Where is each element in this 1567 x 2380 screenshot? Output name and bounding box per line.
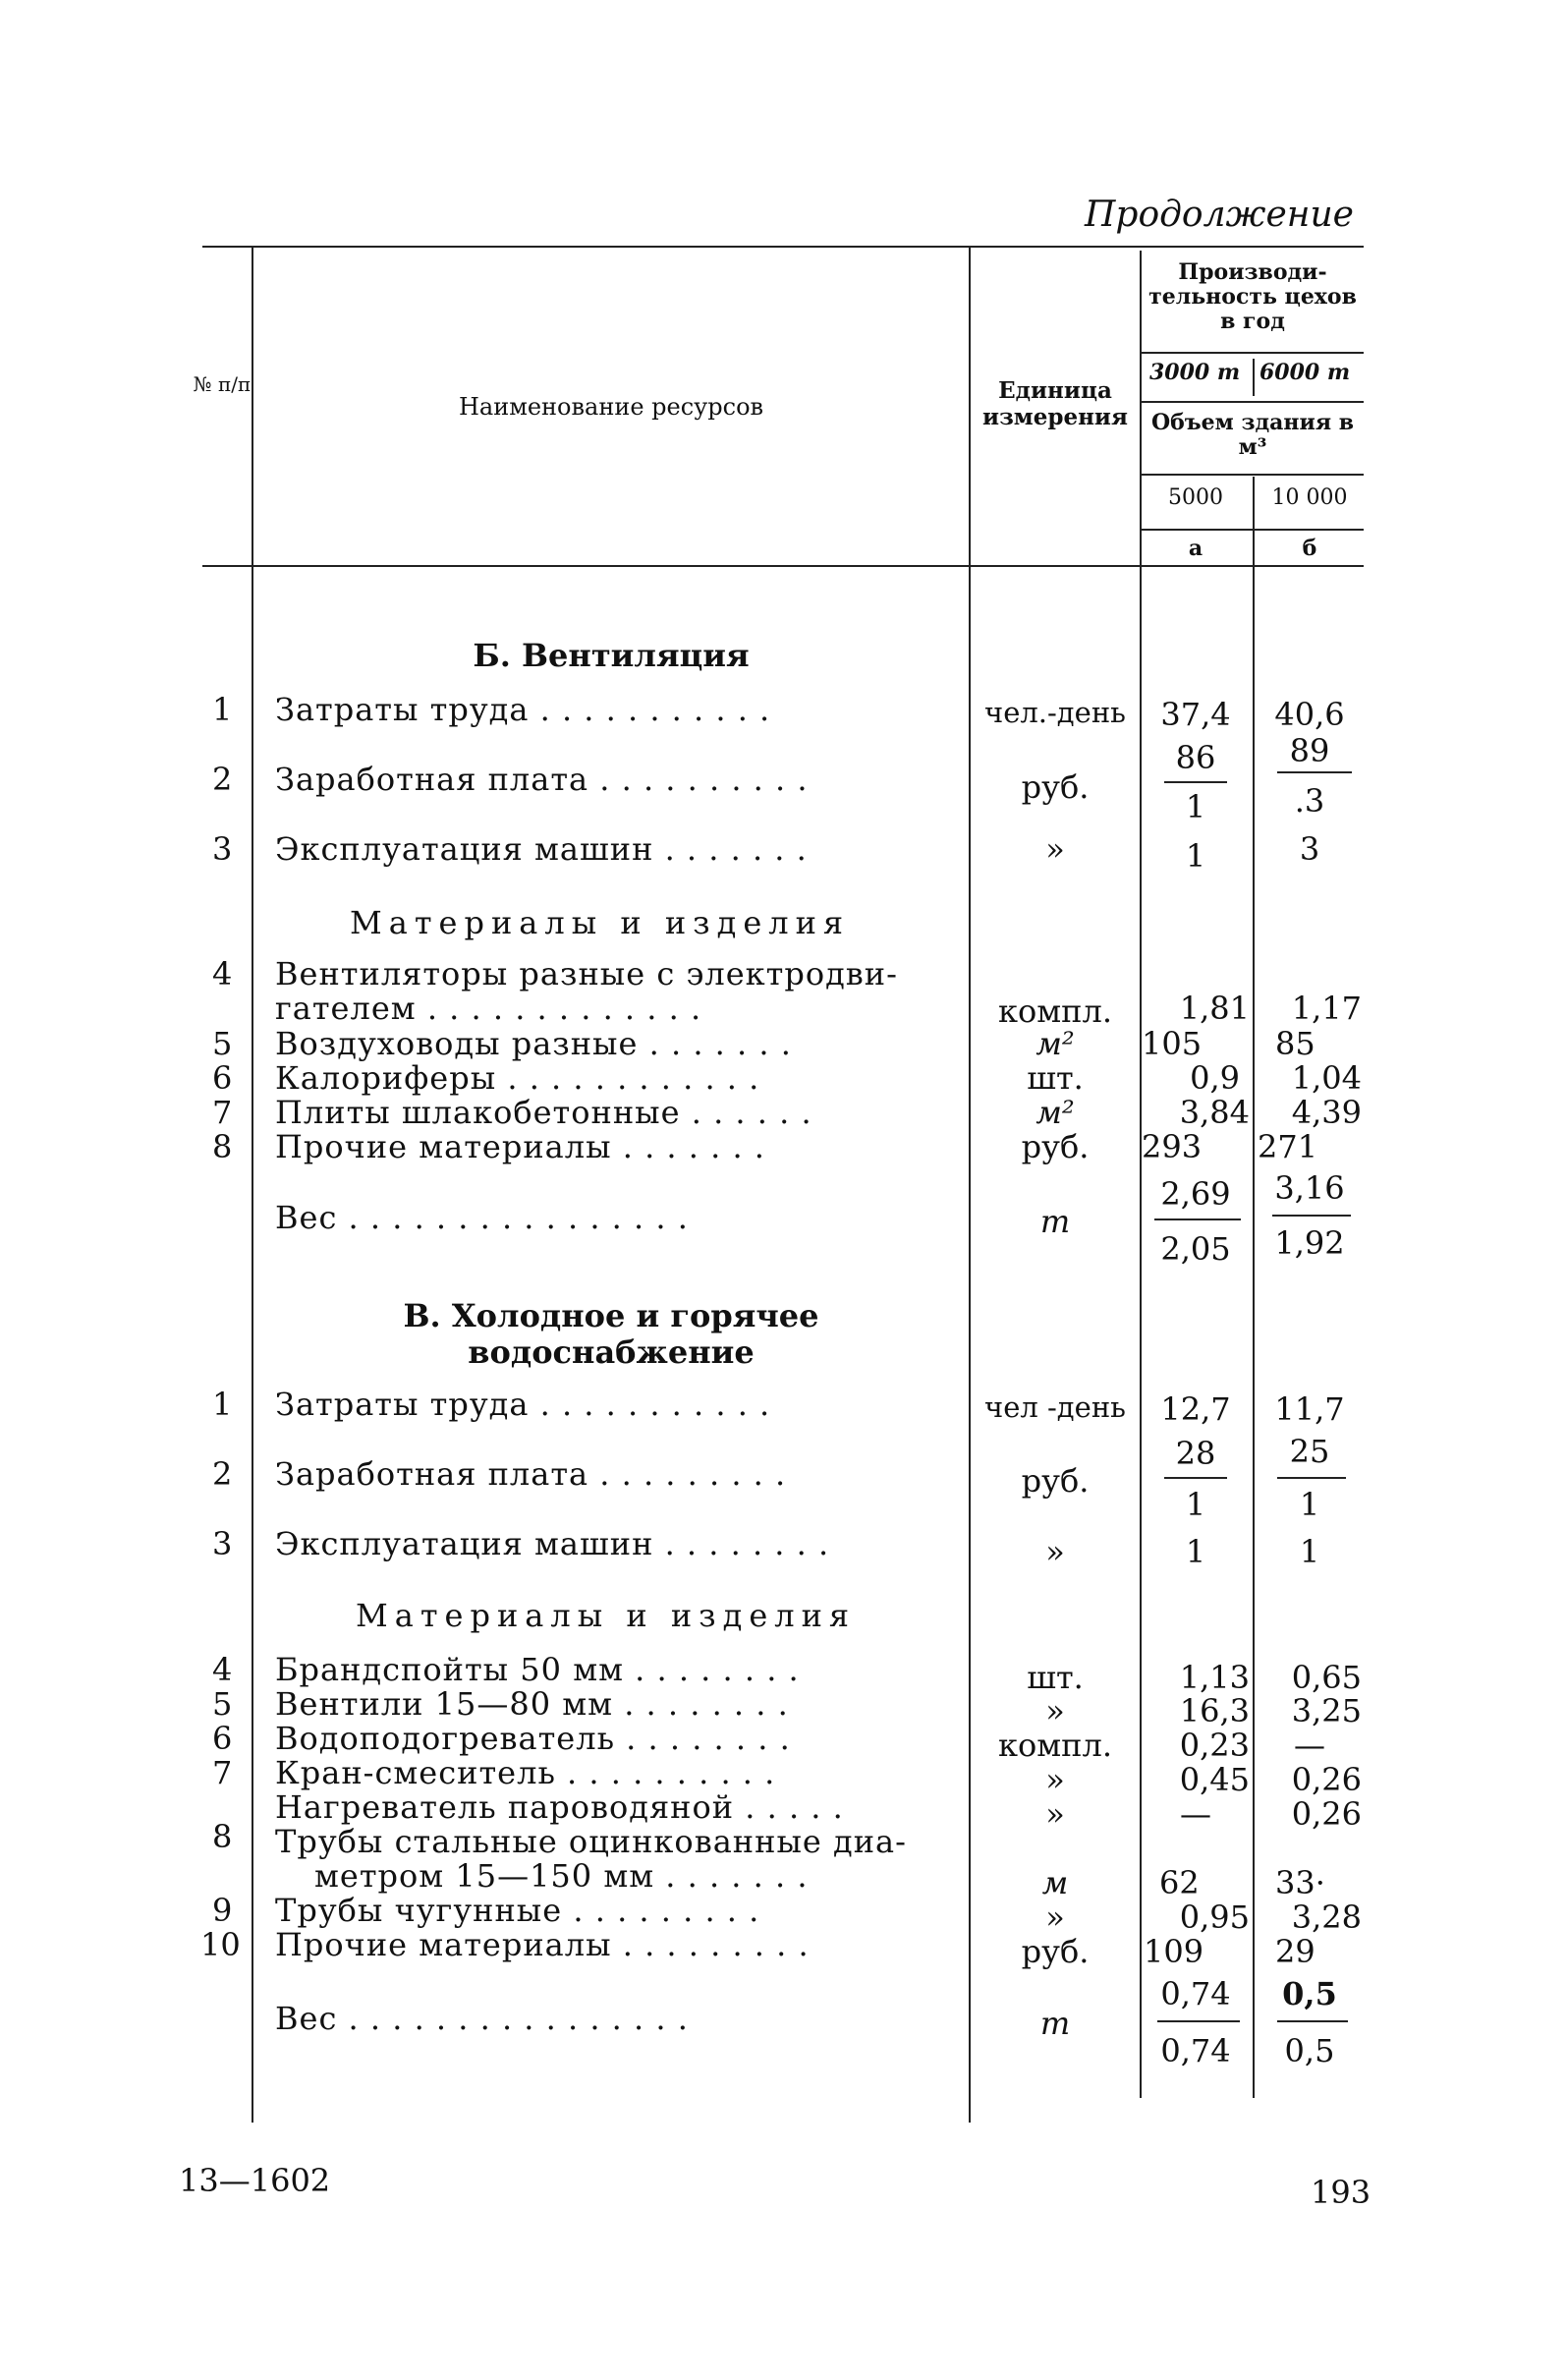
col-unit-header: Единица измерения (982, 377, 1128, 430)
row-num: 5 (212, 1025, 233, 1062)
value-b: 33· (1275, 1864, 1325, 1901)
row-num: 4 (212, 955, 233, 992)
value-a-numerator: 86 (1175, 739, 1216, 776)
value-b: 40,6 (1274, 696, 1345, 733)
row-num: 8 (212, 1128, 233, 1165)
table-top-rule (202, 246, 1364, 248)
resource-name: Нагреватель пароводяной . . . . . (275, 1788, 844, 1826)
row-num: 2 (212, 761, 233, 798)
resource-name: гателем . . . . . . . . . . . . . (275, 990, 702, 1027)
value-a: 109 (1144, 1933, 1204, 1970)
fraction-line (1164, 781, 1227, 783)
unit-cell: руб. (1021, 1933, 1090, 1970)
value-b: 0,65 (1291, 1659, 1362, 1696)
unit-cell: » (1045, 1533, 1065, 1570)
value-a-numerator: 0,74 (1160, 1975, 1231, 2012)
vol-a-header: 5000 (1168, 485, 1223, 510)
value-b: 0,26 (1291, 1761, 1362, 1798)
unit-cell: » (1045, 830, 1065, 868)
value-b: 29 (1275, 1933, 1315, 1970)
resource-name: Вентили 15—80 мм . . . . . . . . (275, 1685, 789, 1723)
unit-cell: шт. (1027, 1059, 1084, 1097)
value-a: 1 (1185, 837, 1206, 875)
value-a-numerator: 2,69 (1160, 1175, 1231, 1213)
sub-b-header: б (1302, 536, 1317, 561)
value-b: 4,39 (1291, 1094, 1362, 1131)
row-num: 10 (200, 1926, 241, 1963)
resource-name: Прочие материалы . . . . . . . . . (275, 1926, 810, 1963)
unit-cell: руб. (1021, 1128, 1090, 1165)
row-num: 1 (212, 691, 233, 728)
row-num: 5 (212, 1685, 233, 1723)
fraction-line (1157, 2020, 1240, 2022)
row-num: 4 (212, 1651, 233, 1688)
subsection-materials: Материалы и изделия (350, 904, 851, 941)
section-title-water-1: В. Холодное и горячее (403, 1297, 819, 1334)
header-rule-volume (1140, 401, 1364, 403)
value-b-numerator: 0,5 (1282, 1975, 1337, 2012)
header-bottom-rule (202, 565, 1364, 567)
row-num: 7 (212, 1094, 233, 1131)
value-b: 0,26 (1291, 1795, 1362, 1833)
value-a-denominator: 0,74 (1160, 2032, 1231, 2069)
resource-name: Затраты труда . . . . . . . . . . . (275, 1386, 771, 1423)
value-a-denominator: 1 (1185, 1486, 1206, 1523)
col-rule-2 (969, 246, 971, 2123)
value-b-numerator: 25 (1289, 1433, 1330, 1470)
value-a: 0,9 (1190, 1059, 1240, 1097)
resource-name: Брандспойты 50 мм . . . . . . . . (275, 1651, 800, 1688)
resource-name: метром 15—150 мм . . . . . . . (314, 1857, 809, 1895)
print-signature: 13—1602 (179, 2162, 331, 2199)
col-name-header: Наименование ресурсов (458, 393, 764, 421)
row-num: 9 (212, 1892, 233, 1929)
resource-name: Воздуховоды разные . . . . . . . (275, 1025, 792, 1062)
resource-name: Эксплуатация машин . . . . . . . (275, 830, 808, 868)
page-number: 193 (1311, 2174, 1371, 2211)
value-a: 293 (1142, 1128, 1203, 1165)
unit-cell: руб. (1021, 768, 1090, 806)
unit-cell: » (1045, 1692, 1065, 1729)
row-num: 6 (212, 1059, 233, 1097)
continuation-label: Продолжение (1085, 195, 1354, 235)
value-b-denominator: 1 (1299, 1486, 1320, 1523)
unit-cell: м² (1035, 1025, 1075, 1062)
resource-name: Заработная плата . . . . . . . . . (275, 1455, 787, 1493)
row-num: 3 (212, 1525, 233, 1562)
resource-name: Эксплуатация машин . . . . . . . . (275, 1525, 830, 1562)
resource-name: Кран-смеситель . . . . . . . . . . (275, 1754, 776, 1791)
section-title-water-2: водоснабжение (468, 1333, 755, 1371)
value-a: — (1180, 1795, 1211, 1833)
value-a: 0,45 (1179, 1761, 1250, 1798)
value-b-numerator: 3,16 (1274, 1169, 1345, 1207)
unit-cell: т (1039, 2005, 1071, 2042)
header-vrule-prod (1253, 359, 1255, 396)
value-a: 105 (1142, 1025, 1203, 1062)
unit-cell: чел.-день (984, 696, 1126, 729)
value-b: 1,04 (1291, 1059, 1362, 1097)
fraction-line (1154, 1218, 1241, 1220)
unit-cell: руб. (1021, 1462, 1090, 1500)
value-a: 1 (1185, 1533, 1206, 1570)
col-rule-4 (1253, 477, 1255, 2098)
fraction-line (1277, 1477, 1346, 1479)
unit-cell: компл. (998, 1727, 1112, 1764)
resource-name: Заработная плата . . . . . . . . . . (275, 761, 809, 798)
value-b: 3,28 (1291, 1898, 1362, 1936)
unit-cell: » (1045, 1761, 1065, 1798)
unit-cell: шт. (1027, 1659, 1084, 1696)
header-rule-prod (1140, 352, 1364, 354)
value-a: 0,95 (1179, 1898, 1250, 1936)
resource-name: Вес . . . . . . . . . . . . . . . . (275, 1199, 689, 1236)
value-a: 1,13 (1179, 1659, 1250, 1696)
value-b: 1,17 (1291, 990, 1362, 1027)
value-a-numerator: 28 (1175, 1435, 1216, 1472)
value-b-denominator: 0,5 (1284, 2032, 1335, 2069)
resource-name: Трубы чугунные . . . . . . . . . (275, 1892, 760, 1929)
prod-a-header: 3000 т (1149, 360, 1241, 385)
col-rule-1 (252, 246, 253, 2123)
value-b: 3 (1299, 830, 1320, 868)
value-b: — (1294, 1727, 1325, 1764)
resource-name: Калориферы . . . . . . . . . . . . (275, 1059, 760, 1097)
resource-name: Водоподогреватель . . . . . . . . (275, 1720, 791, 1757)
prod-b-header: 6000 т (1259, 360, 1351, 385)
unit-cell: » (1045, 1898, 1065, 1936)
resource-name: Прочие материалы . . . . . . . (275, 1128, 765, 1165)
resource-name: Затраты труда . . . . . . . . . . . (275, 691, 771, 728)
fraction-line (1277, 771, 1352, 773)
fraction-line (1272, 1215, 1351, 1217)
row-num: 1 (212, 1386, 233, 1423)
volume-header: Объем здания в м³ (1150, 410, 1355, 460)
value-a: 0,23 (1179, 1727, 1250, 1764)
fraction-line (1277, 2020, 1348, 2022)
value-a-denominator: 1 (1185, 788, 1206, 825)
unit-cell: м² (1035, 1094, 1075, 1131)
resource-name: Плиты шлакобетонные . . . . . . (275, 1094, 812, 1131)
row-num: 3 (212, 830, 233, 868)
col-num-header: № п/п (193, 372, 252, 396)
header-rule-sub (1140, 529, 1364, 531)
value-b: 11,7 (1274, 1390, 1345, 1428)
value-a: 62 (1159, 1864, 1200, 1901)
header-rule-vol-values (1140, 474, 1364, 476)
value-b-denominator: 1,92 (1274, 1224, 1345, 1262)
value-b: 1 (1299, 1533, 1320, 1570)
row-num: 2 (212, 1455, 233, 1493)
unit-cell: » (1045, 1795, 1065, 1833)
unit-cell: м (1041, 1864, 1069, 1901)
vol-b-header: 10 000 (1271, 485, 1348, 510)
unit-cell: т (1039, 1203, 1071, 1240)
row-num: 6 (212, 1720, 233, 1757)
row-num: 7 (212, 1754, 233, 1791)
value-a: 16,3 (1179, 1692, 1250, 1729)
resource-name: Трубы стальные оцинкованные диа- (275, 1823, 907, 1860)
fraction-line (1164, 1477, 1227, 1479)
value-b: 271 (1258, 1128, 1318, 1165)
value-a: 1,81 (1179, 990, 1250, 1027)
value-a: 3,84 (1179, 1094, 1250, 1131)
value-b-numerator: 89 (1289, 732, 1330, 769)
value-a: 37,4 (1160, 696, 1231, 733)
value-a-denominator: 2,05 (1160, 1230, 1231, 1268)
row-num: 8 (212, 1818, 233, 1855)
unit-cell: чел -день (984, 1390, 1126, 1424)
value-b: 3,25 (1291, 1692, 1362, 1729)
value-b: 85 (1275, 1025, 1315, 1062)
value-b-denominator: .3 (1294, 782, 1325, 820)
sub-a-header: а (1188, 536, 1203, 561)
resource-name: Вес . . . . . . . . . . . . . . . . (275, 2000, 689, 2037)
value-a: 12,7 (1160, 1390, 1231, 1428)
resource-name: Вентиляторы разные с электродви- (275, 955, 898, 992)
col-productivity-header: Производи-тельность цехов в год (1148, 259, 1357, 334)
unit-cell: компл. (998, 992, 1112, 1030)
subsection-materials: Материалы и изделия (356, 1597, 857, 1634)
section-title-ventilation: Б. Вентиляция (473, 637, 750, 674)
